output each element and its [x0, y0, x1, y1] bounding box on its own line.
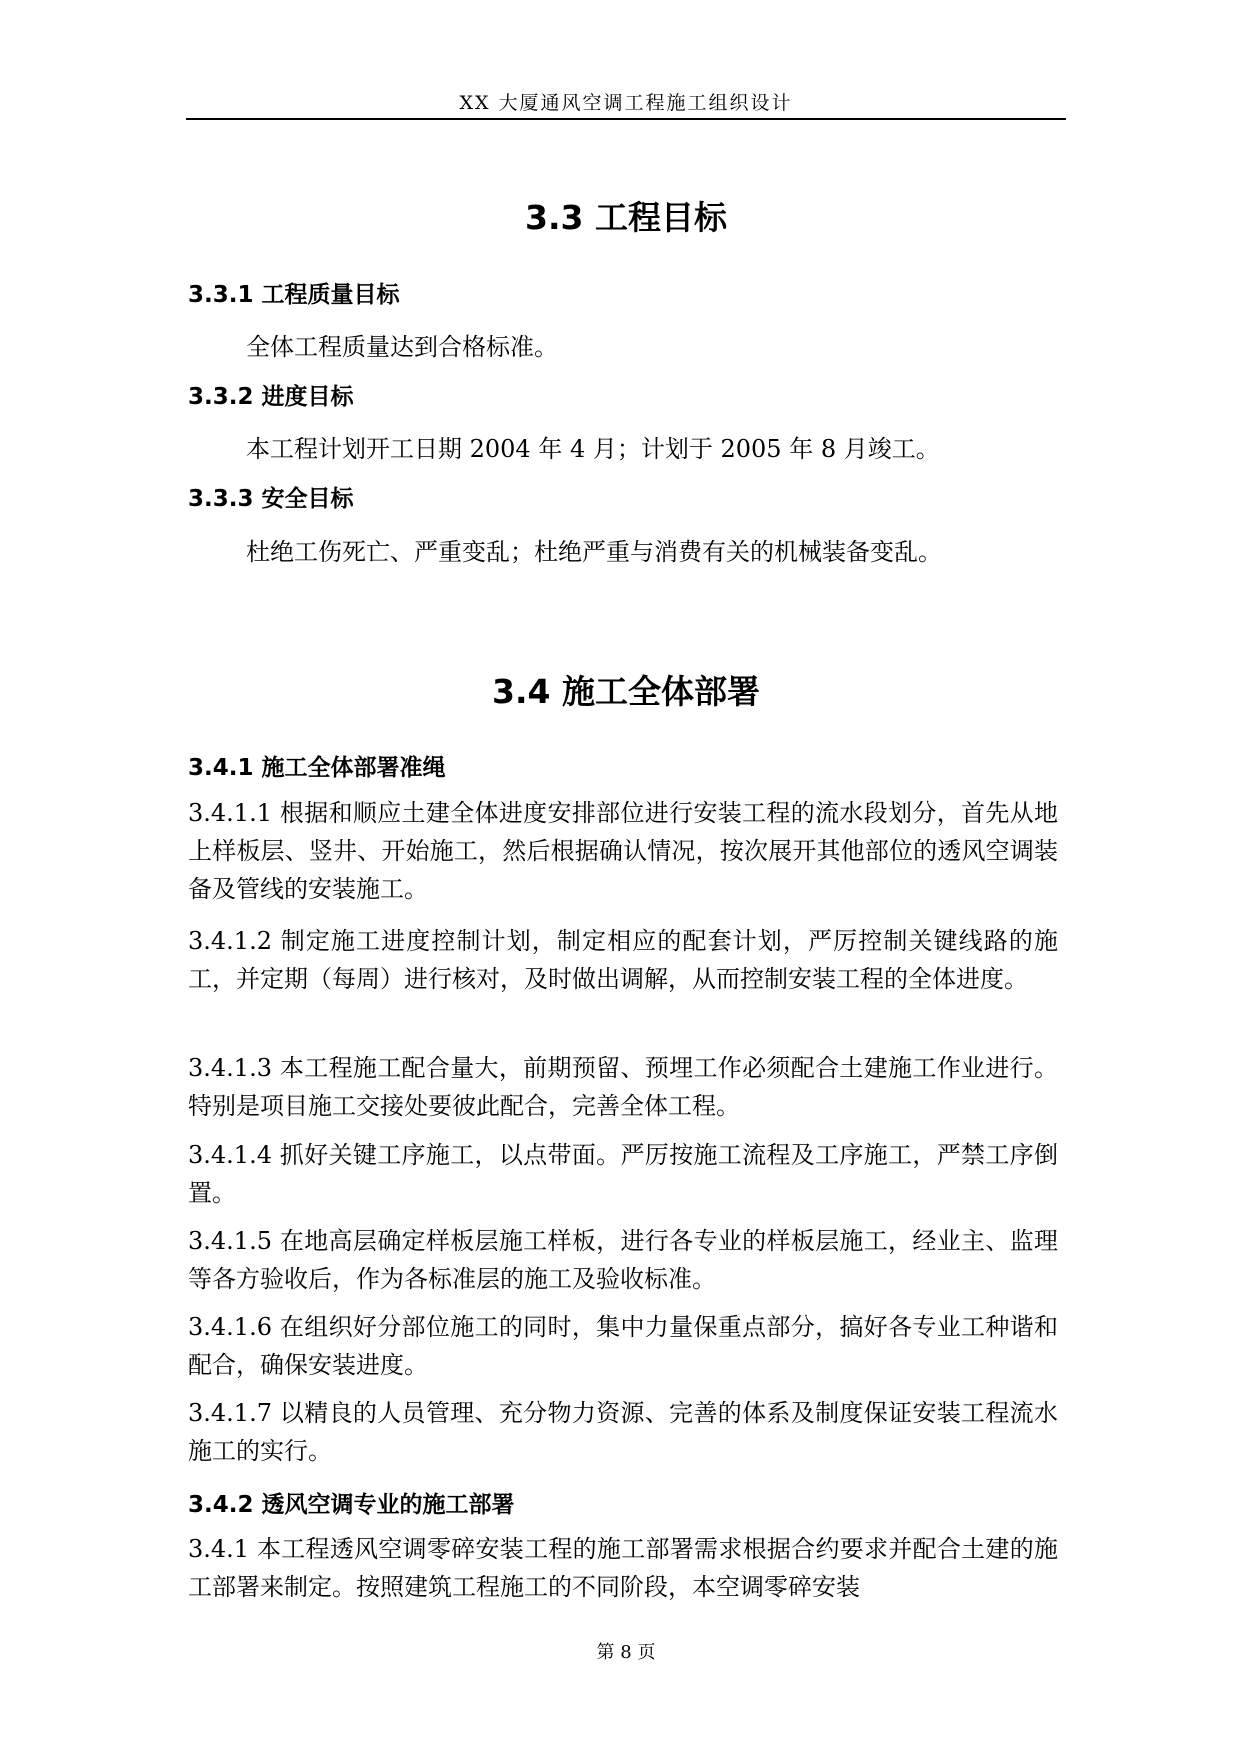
paragraph-3-4-1-2: 3.4.1.2 制定施工进度控制计划，制定相应的配套计划，严厉控制关键线路的施工，并定期（每周）进行核对，及时做出调解，从而控制安装工程的全体进度。 [188, 927, 1058, 993]
section-title-3-4: 3.4 施工全体部署 [492, 672, 760, 711]
subheading-3-3-3: 3.3.3 安全目标 [188, 486, 354, 512]
subheading-3-3-2: 3.3.2 进度目标 [188, 384, 354, 410]
paragraph-3-4-1-4: 3.4.1.4 抓好关键工序施工，以点带面。严厉按施工流程及工序施工，严禁工序倒置。 [188, 1141, 1058, 1207]
page-number: 第 8 页 [596, 1642, 656, 1663]
subheading-3-3-1: 3.3.1 工程质量目标 [188, 282, 400, 308]
paragraph-3-4-1-5: 3.4.1.5 在地高层确定样板层施工样板，进行各专业的样板层施工，经业主、监理等各方验收后，作为各标准层的施工及验收标准。 [188, 1227, 1058, 1293]
safety-goal-text: 杜绝工伤死亡、严重变乱；杜绝严重与消费有关的机械装备变乱。 [246, 538, 942, 566]
paragraph-3-4-1-6: 3.4.1.6 在组织好分部位施工的同时，集中力量保重点部分，搞好各专业工种谐和配合，确保安装进度。 [188, 1313, 1058, 1379]
subheading-3-4-1: 3.4.1 施工全体部署准绳 [188, 755, 446, 781]
page-header: XX 大厦通风空调工程施工组织设计 [459, 92, 793, 114]
paragraph-3-4-2-intro: 3.4.1 本工程透风空调零碎安装工程的施工部署需求根据合约要求并配合土建的施工部署来制定。按照建筑工程施工的不同阶段，本空调零碎安装 [188, 1535, 1058, 1601]
subheading-3-4-2: 3.4.2 透风空调专业的施工部署 [188, 1492, 515, 1518]
schedule-goal-text: 本工程计划开工日期 2004 年 4 月；计划于 2005 年 8 月竣工。 [246, 435, 940, 463]
paragraph-3-4-1-1: 3.4.1.1 根据和顺应土建全体进度安排部位进行安装工程的流水段划分，首先从地上样板层、竖井、开始施工，然后根据确认情况，按次展开其他部位的透风空调装备及管线的安装施工。 [188, 799, 1058, 903]
paragraph-3-4-1-3: 3.4.1.3 本工程施工配合量大，前期预留、预埋工作必须配合土建施工作业进行。特别是项目施工交接处要彼此配合，完善全体工程。 [188, 1054, 1058, 1120]
section-title-3-3: 3.3 工程目标 [525, 198, 727, 237]
paragraph-3-4-1-7: 3.4.1.7 以精良的人员管理、充分物力资源、完善的体系及制度保证安装工程流水施工的实行。 [188, 1399, 1058, 1465]
quality-goal-text: 全体工程质量达到合格标准。 [246, 333, 558, 361]
header-divider [186, 118, 1066, 120]
